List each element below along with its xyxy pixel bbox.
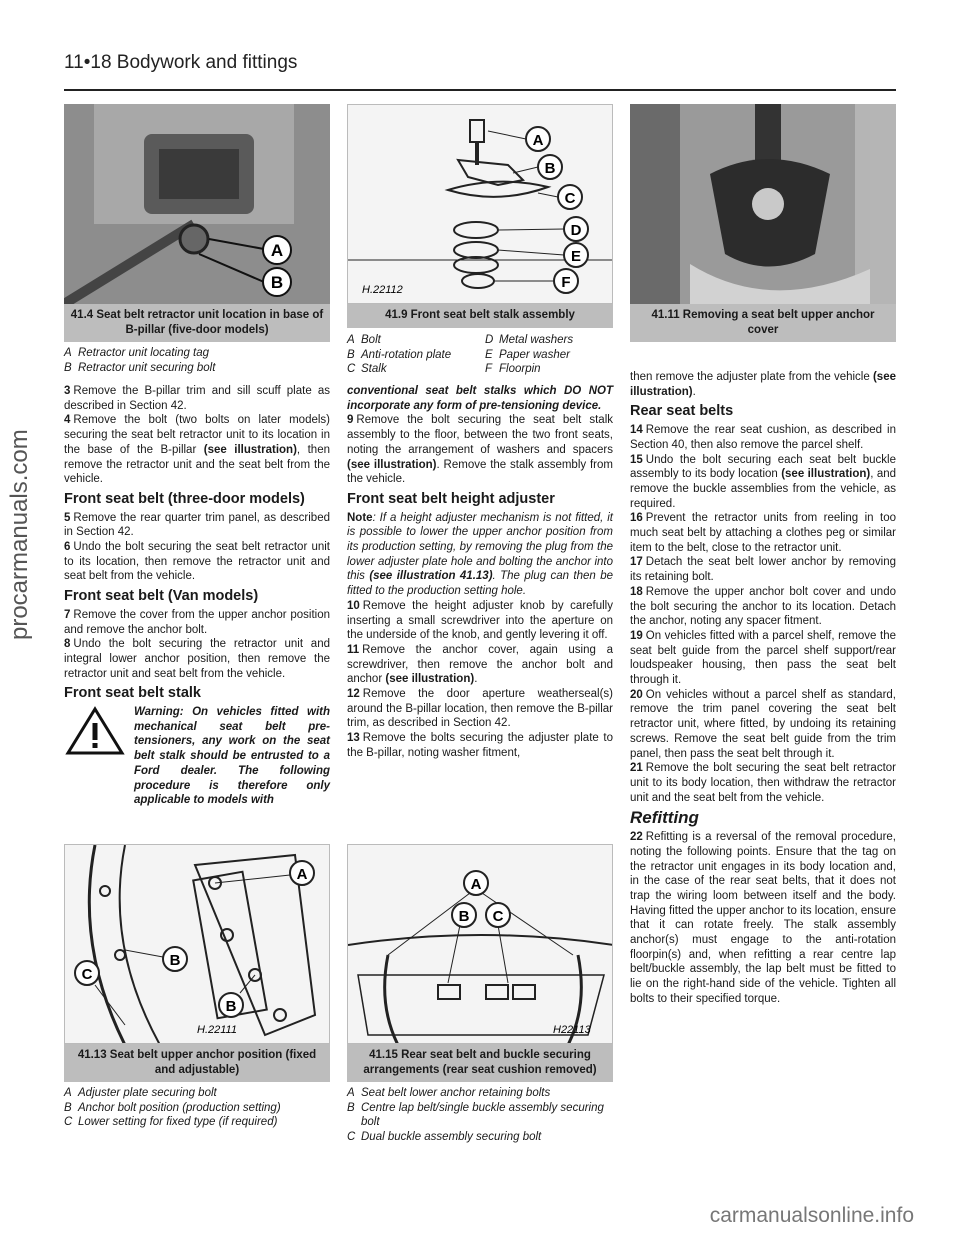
heading-seat-belt-stalk: Front seat belt stalk bbox=[64, 685, 201, 702]
figure-41-13-key: A Adjuster plate securing bolt B Anchor bolt position (production setting) C Lower setting for fixed type (if required) bbox=[64, 1087, 281, 1128]
figure-41-15-drawing bbox=[347, 844, 613, 1044]
label-b: B bbox=[544, 160, 556, 177]
label-b: B bbox=[225, 998, 237, 1015]
figure-41-13-caption: 41.13 Seat belt upper anchor position (fixed and adjustable) bbox=[64, 1044, 330, 1082]
retractor-photo bbox=[64, 104, 330, 304]
figure-41-4-photo bbox=[64, 104, 330, 304]
label-f: F bbox=[561, 274, 571, 291]
page-header: 11•18 Bodywork and fittings bbox=[64, 52, 298, 73]
warning-text: Warning: On vehicles fitted with mechanical seat belt pre-tensioners, any work on the seat belt stalk should be entrusted to a Ford dealer. The following procedure is therefore only applicable to models with bbox=[134, 706, 330, 807]
figure-41-15-caption: 41.15 Rear seat belt and buckle securing arrangements (rear seat cushion removed) bbox=[347, 1044, 613, 1082]
label-e: E bbox=[570, 248, 582, 265]
label-a: A bbox=[470, 876, 482, 893]
side-watermark: procarmanuals.com bbox=[6, 429, 33, 640]
label-a: A bbox=[296, 866, 308, 883]
drawing-code: H22113 bbox=[553, 1024, 591, 1036]
label-b: B bbox=[169, 952, 181, 969]
figure-41-4-caption: 41.4 Seat belt retractor unit location in base of B-pillar (five-door models) bbox=[64, 304, 330, 342]
figure-41-9-key: A Bolt D Metal washers B Anti-rotation plate E Paper washer C Stalk F Floorpin bbox=[347, 334, 574, 375]
anchor-cover-photo bbox=[630, 104, 896, 304]
label-a: A bbox=[532, 132, 544, 149]
label-c: C bbox=[564, 190, 576, 207]
footer-watermark: carmanualsonline.info bbox=[709, 1204, 914, 1227]
figure-41-11-photo bbox=[630, 104, 896, 304]
key-row: A Retractor unit locating tag bbox=[64, 347, 210, 359]
label-b: B bbox=[458, 908, 470, 925]
figure-41-11-caption: 41.11 Removing a seat belt upper anchor cover bbox=[630, 304, 896, 342]
heading-height-adjuster: Front seat belt height adjuster bbox=[347, 490, 555, 507]
figure-41-13-drawing bbox=[64, 844, 330, 1044]
rear-belt-drawing bbox=[348, 845, 613, 1044]
heading-refitting: Refitting bbox=[630, 808, 699, 828]
stalk-assembly-drawing bbox=[348, 105, 613, 304]
drawing-code: H.22111 bbox=[197, 1024, 237, 1036]
label-c: C bbox=[492, 908, 504, 925]
header-rule bbox=[64, 89, 896, 91]
figure-41-9-drawing bbox=[347, 104, 613, 304]
figure-41-9-caption: 41.9 Front seat belt stalk assembly bbox=[347, 304, 613, 328]
heading-three-door: Front seat belt (three-door models) bbox=[64, 490, 305, 507]
heading-rear-seat-belts: Rear seat belts bbox=[630, 403, 734, 420]
key-row: B Retractor unit securing bolt bbox=[64, 361, 216, 374]
label-a: A bbox=[270, 241, 284, 260]
text-column-3: then remove the adjuster plate from the vehicle (see illustration). Rear seat belts 14 Remove the rear seat cushion, as described in Section 40, then also remove the parcel shelf. 15 Undo the bolt securing each seat belt buckle assembly to its body location (see illustration), and remove the buckle assemblies from the vehicle, as required. 16 Prevent the retractor units from reeling in too much seat belt by attaching a clothes peg or similar item to the belt, close to the retractor unit. 17 Detach the seat belt lower anchor by removing its retaining bolt. 18 Remove the upper anchor bolt cover and undo the bolt securing the anchor to its location. Detach the anchor, noting any spacer fitment. 19 On vehicles fitted with a parcel shelf, remove the seat belt guide from the parcel shelf support/rear loudspeaker housing, then pass the seat belt through it. 20 On vehicles without a parcel shelf as standard, remove the trim panel covering the seat belt retractor unit, where fitted, by undoing its retaining screws. Remove the seat belt guide from the trim panel, then pass the seat belt through it. 21 Remove the bolt securing the seat belt retractor unit to its body location, then withdraw the retractor unit and the seat belt from the vehicle. Refitting 22 Refitting is a reversal of the removal procedure, noting the following points. Ensure that the tag on the retractor unit engages in its body location and, in the case of the rear seat belts, that it does not trap the wiring loom between itself and the body. Having fitted the upper anchor to its location, ensure that it can rotate freely. The stalk assembly anchor(s) must engage to the anti-rotation floorpin(s) and, when refitting a rear centre lap belt/buckle assembly, the lap belt must be fitted to lie on the right-hand side of the vehicle. Tighten all bolts to their specified torque. bbox=[630, 371, 897, 1005]
figure-41-15-key: A Seat belt lower anchor retaining bolts B Centre lap belt/single buckle assembly securing bolt C Dual buckle assembly securing bolt bbox=[347, 1087, 604, 1143]
upper-anchor-drawing bbox=[65, 845, 330, 1044]
label-d: D bbox=[570, 222, 582, 239]
text-column-2: conventional seat belt stalks which DO NOT incorporate any form of pre-tensioning device. 9 Remove the bolt securing the seat belt stalk assembly to the floor, between the two front seats, noting the arrangement of washers and spacers (see illustration). Remove the stalk assembly from the vehicle. Front seat belt height adjuster Note: If a height adjuster mechanism is not fitted, it is possible to lower the upper anchor position from its production setting, by removing the plug from the lower adjuster plate hole and bolting the anchor into this (see illustration 41.13). The plug can then be fitted to the production setting hole. 10 Remove the height adjuster knob by carefully inserting a small screwdriver into the aperture on the underside of the knob, and gently levering it off. 11 Remove the anchor cover, again using a screwdriver, then remove the anchor bolt and anchor (see illustration). 12 Remove the door aperture weatherseal(s) around the B-pillar location, then remove the B-pillar trim, as described in Section 42. 13 Remove the bolts securing the adjuster plate to the B-pillar, noting washer fitment, bbox=[347, 385, 614, 759]
label-b: B bbox=[270, 273, 284, 292]
figure-41-4-key bbox=[64, 346, 330, 375]
warning-triangle-icon bbox=[64, 705, 126, 757]
text-column-1: 3 Remove the B-pillar trim and sill scuff plate as described in Section 42. 4 Remove the bolt (two bolts on later models) securing the seat belt retractor unit to its location in the base of the B-pillar (see illustration), then remove the retractor unit and the seat belt from the vehicle. Front seat belt (three-door models) 5 Remove the rear quarter trim panel, as described in Section 42. 6 Undo the bolt securing the seat belt retractor unit to its location, then remove the retractor unit and seat belt from the vehicle. Front seat belt (Van models) 7 Remove the cover from the upper anchor position and remove the anchor bolt. 8 Undo the bolt securing the retractor unit and integral lower anchor position, then remove the retractor unit and seat belt from the vehicle. Front seat belt stalk Warning: On vehicles fitted with mechanical seat belt pre-tensioners, any work on the seat belt stalk should be entrusted to a Ford dealer. The following procedure is therefore only applicable to models with bbox=[64, 385, 330, 807]
warning-box bbox=[64, 705, 330, 808]
drawing-code: H.22112 bbox=[362, 284, 403, 296]
heading-van-models: Front seat belt (Van models) bbox=[64, 588, 259, 605]
label-c: C bbox=[81, 966, 93, 983]
